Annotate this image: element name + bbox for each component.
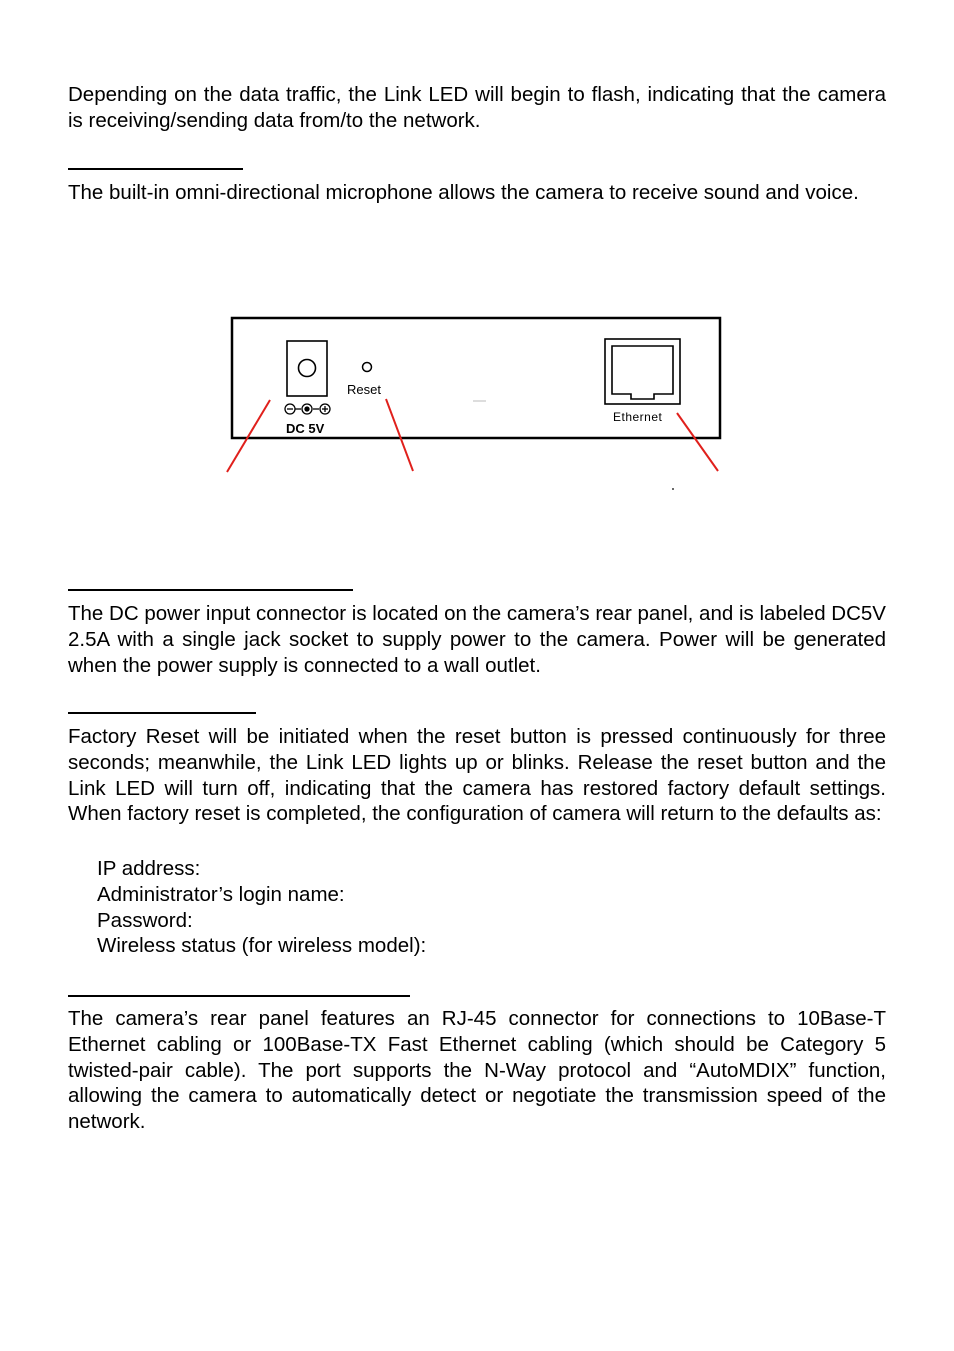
rear-panel-diagram [0, 300, 954, 500]
reset-paragraph: Factory Reset will be initiated when the reset button is pressed continuously for three seconds; meanwhile, the Link LED lights up or blinks. Release the reset button and the Link LED will turn off, indicating that the camera has restored factory default settings. When factory reset is completed, the configuration of camera will return to the defaults as: [68, 725, 886, 826]
ethernet-label: Ethernet [613, 410, 663, 424]
list-item: Password: [97, 908, 193, 932]
link-led-paragraph: Depending on the data traffic, the Link LED will begin to flash, indicating that the camera is receiving/sending data from/to the network. [68, 83, 886, 132]
microphone-heading-rule [68, 168, 243, 170]
ethernet-heading-rule [68, 995, 410, 997]
reset-heading-rule [68, 712, 256, 714]
power-jack [287, 341, 327, 396]
microphone-paragraph: The built-in omni-directional microphone allows the camera to receive sound and voice. [68, 181, 859, 204]
list-item: Administrator’s login name: [97, 882, 345, 906]
reset-label: Reset [347, 382, 381, 397]
power-heading-rule [68, 589, 353, 591]
power-label: DC 5V [286, 421, 325, 436]
list-item: IP address: [97, 857, 201, 880]
list-item: Wireless status (for wireless model): [97, 934, 427, 958]
defaults-list [97, 856, 426, 959]
ethernet-paragraph: The camera’s rear panel features an RJ-45 connector for connections to 10Base-T Ethernet cabling or 100Base-TX Fast Ethernet cabling (which should be Category 5 twisted-pair cable). The port supports the N-Way protocol and “AutoMDIX” function, allowing the camera to automatically detect or negotiate the transmission speed of the network. [68, 1007, 886, 1134]
dc-power-paragraph: The DC power input connector is located on the camera’s rear panel, and is labeled DC5V 2.5A with a single jack socket to supply power to the camera. Power will be generated when the power supply is connected to a wall outlet. [68, 602, 886, 677]
